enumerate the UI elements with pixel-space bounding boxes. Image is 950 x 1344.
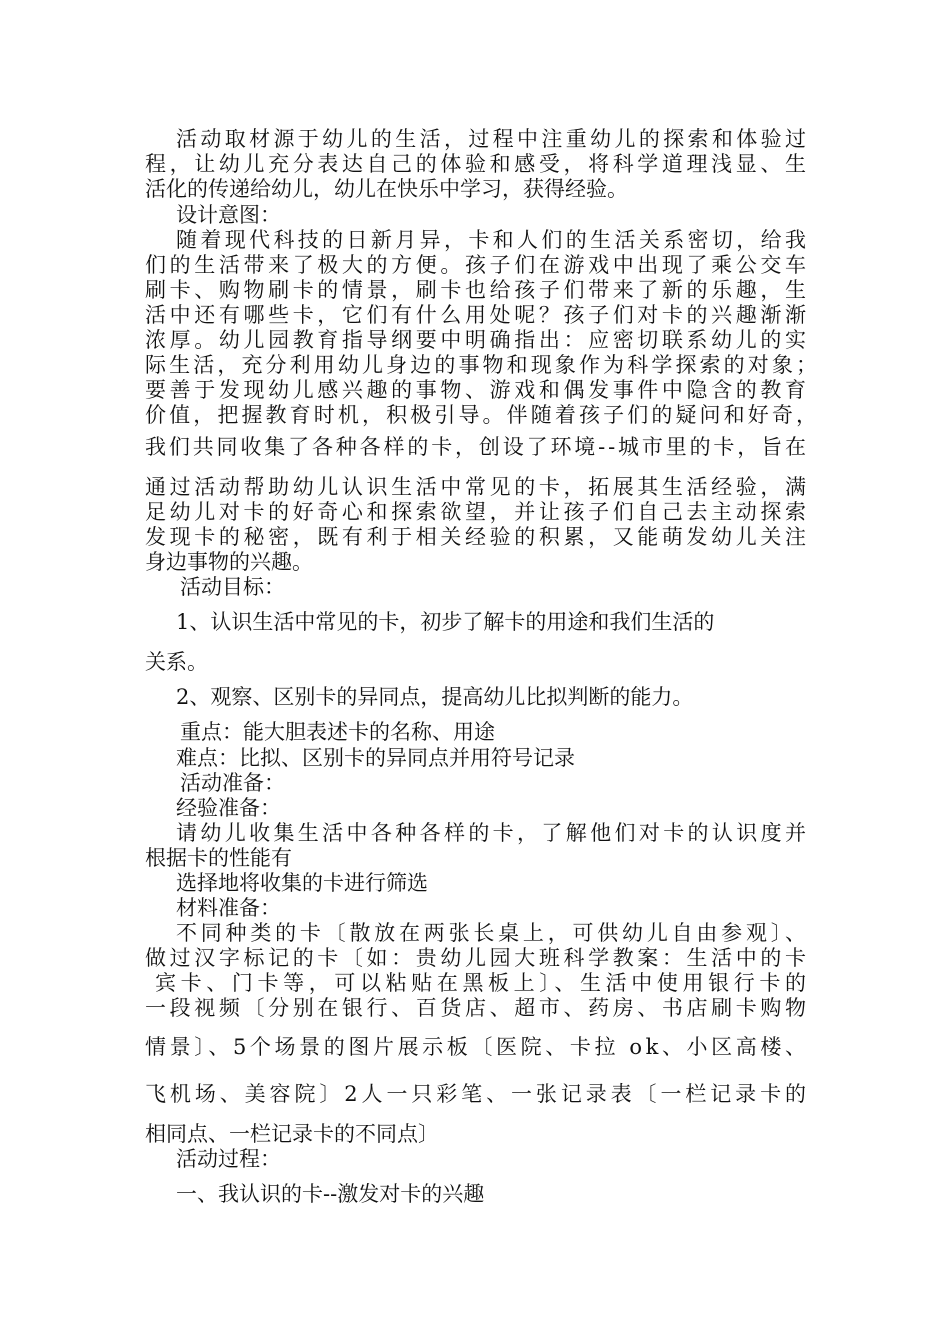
difficult-point: 难点：比拟、区别卡的异同点并用符号记录 — [176, 746, 575, 770]
text-line: 选择地将收集的卡进行筛选 — [176, 871, 428, 895]
subsection-heading: 经验准备： — [176, 796, 281, 820]
text-line: 通过活动帮助幼儿认识生活中常见的卡，拓展其生活经验，满 — [145, 475, 810, 499]
text-line: 身边事物的兴趣。 — [145, 550, 313, 574]
text-line: 活化的传递给幼儿，幼儿在快乐中学习，获得经验。 — [145, 177, 628, 201]
text-line: 浓厚。幼儿园教育指导纲要中明确指出：应密切联系幼儿的实 — [145, 328, 810, 352]
text-line: 不同种类的卡〔散放在两张长桌上，可供幼儿自由参观〕、 — [176, 921, 810, 945]
text-line: 随着现代科技的日新月异，卡和人们的生活关系密切，给我 — [176, 228, 810, 252]
subsection-heading: 材料准备： — [176, 896, 281, 920]
section-heading: 活动目标： — [180, 575, 285, 599]
text-line: 际生活，充分利用幼儿身边的事物和现象作为科学探索的对象； — [145, 353, 821, 377]
section-heading: 活动准备： — [180, 771, 285, 795]
text-line: 发现卡的秘密，既有利于相关经验的积累，又能萌发幼儿关注 — [145, 525, 810, 549]
text-line: 飞机场、美容院〕2人一只彩笔、一张记录表〔一栏记录卡的 — [145, 1082, 810, 1106]
text-line: 根据卡的性能有 — [145, 846, 292, 870]
objective-item: 关系。 — [145, 650, 208, 674]
text-line: 活动取材源于幼儿的生活，过程中注重幼儿的探索和体验过 — [176, 127, 810, 151]
text-line: 做过汉字标记的卡〔如：贵幼儿园大班科学教案：生活中的卡 — [145, 946, 810, 970]
key-point: 重点：能大胆表述卡的名称、用途 — [180, 720, 495, 744]
section-heading: 活动过程： — [176, 1147, 281, 1171]
text-line: 刷卡、购物刷卡的情景，刷卡也给孩子们带来了新的乐趣，生 — [145, 278, 810, 302]
text-line: 活中还有哪些卡，它们有什么用处呢？孩子们对卡的兴趣渐渐 — [145, 303, 810, 327]
text-line: 程，让幼儿充分表达自己的体验和感受，将科学道理浅显、生 — [145, 152, 810, 176]
text-line: 宾卡、门卡等，可以粘贴在黑板上〕、生活中使用银行卡的 — [155, 971, 811, 995]
subsection-heading: 一、我认识的卡--激发对卡的兴趣 — [176, 1182, 485, 1206]
objective-item: 2、观察、区别卡的异同点，提高幼儿比拟判断的能力。 — [176, 685, 694, 709]
objective-item: 1、认识生活中常见的卡，初步了解卡的用途和我们生活的 — [176, 610, 715, 634]
text-line: 相同点、一栏记录卡的不同点〕 — [145, 1122, 439, 1146]
text-line: 要善于发现幼儿感兴趣的事物、游戏和偶发事件中隐含的教育 — [145, 378, 810, 402]
section-heading: 设计意图： — [176, 203, 281, 227]
text-line: 情景〕、5个场景的图片展示板〔医院、卡拉 ok、小区高楼、 — [145, 1035, 810, 1059]
text-line: 们的生活带来了极大的方便。孩子们在游戏中出现了乘公交车 — [145, 253, 810, 277]
text-line: 价值，把握教育时机，积极引导。伴随着孩子们的疑问和好奇， — [145, 403, 821, 427]
text-line: 一段视频〔分别在银行、百货店、超市、药房、书店刷卡购物 — [145, 996, 810, 1020]
text-line: 请幼儿收集生活中各种各样的卡，了解他们对卡的认识度并 — [176, 821, 810, 845]
text-line: 我们共同收集了各种各样的卡，创设了环境--城市里的卡，旨在 — [145, 435, 809, 459]
text-line: 足幼儿对卡的好奇心和探索欲望，并让孩子们自己去主动探索 — [145, 500, 810, 524]
